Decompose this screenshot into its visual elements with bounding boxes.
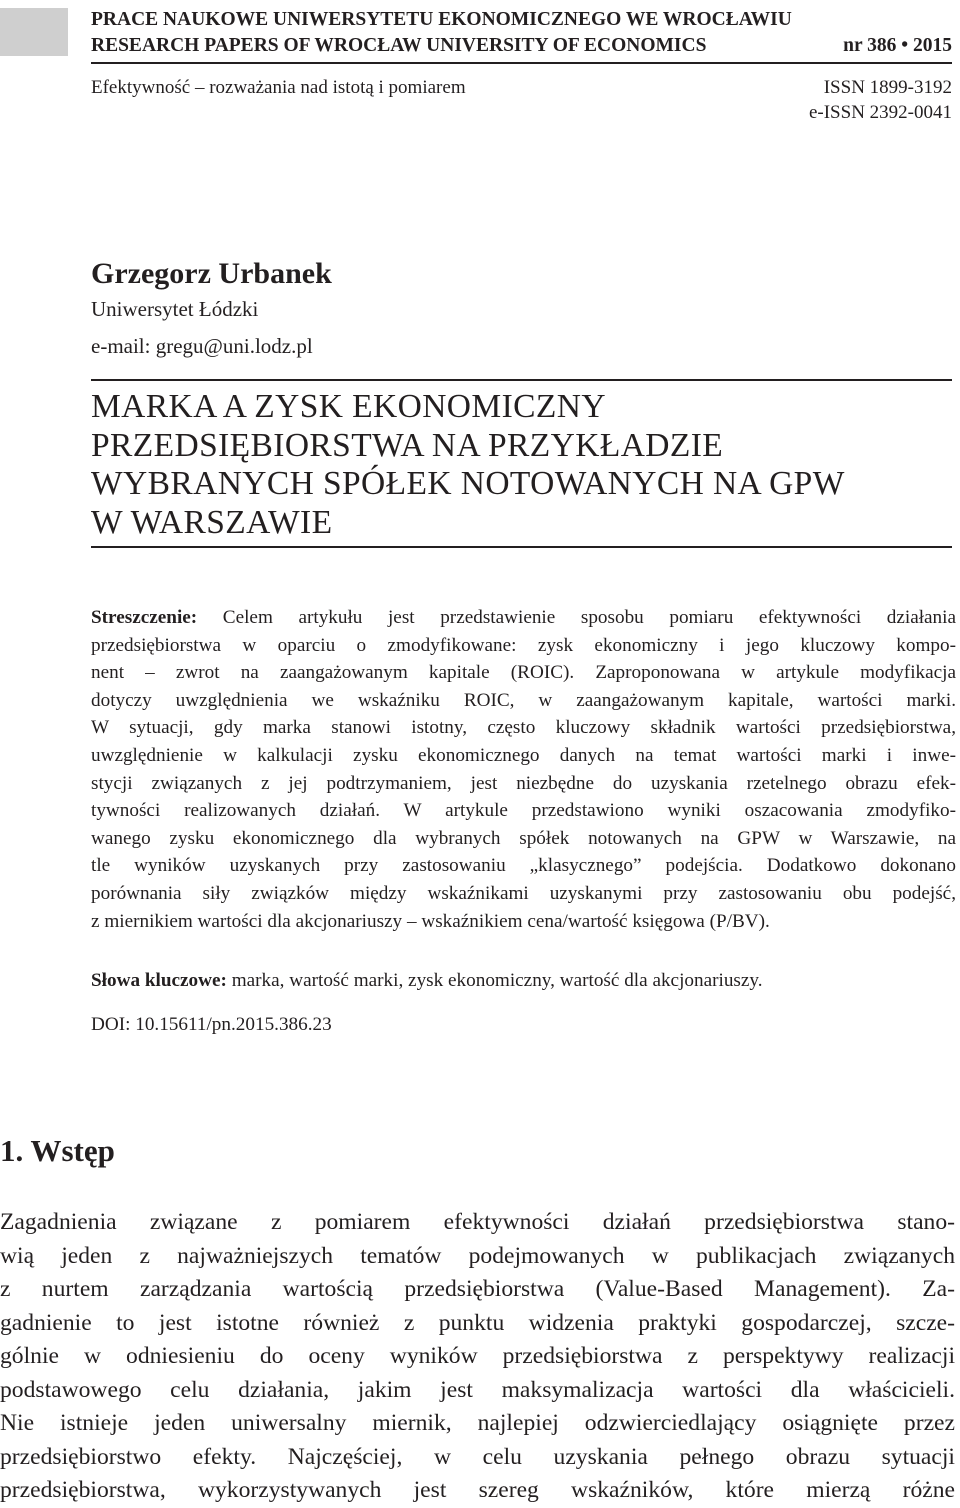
body-line: wią jeden z najważniejszych tematów podejmowanych w publikacjach związanych — [0, 1242, 955, 1269]
abstract-line: wanego zysku ekonomicznego dla wybranych spółek notowanych na GPW w Warszawie, na — [91, 827, 956, 849]
abstract-line: stycji związanych z jej podtrzymaniem, jest niezbędne do uzyskania rzetelnego obrazu efek- — [91, 772, 956, 794]
series-title-pl: PRACE NAUKOWE UNIWERSYTETU EKONOMICZNEGO WE WROCŁAWIU — [91, 9, 792, 30]
abstract-line: tle wyników uzyskanych przy zastosowaniu „klasycznego” podejścia. Dodatkowo dokonano — [91, 855, 956, 877]
abstract-line: dotyczy uwzględnienia we wskaźniku ROIC, w zaangażowanym kapitale, wartości marki. — [91, 689, 956, 711]
volume-title: Efektywność – rozważania nad istotą i pomiarem — [91, 77, 466, 98]
doi: DOI: 10.15611/pn.2015.386.23 — [91, 1014, 332, 1035]
title-rule-bottom — [91, 546, 952, 548]
abstract-label: Streszczenie: — [91, 607, 198, 628]
keywords — [91, 967, 763, 994]
title-line: MARKA A ZYSK EKONOMICZNY — [91, 388, 606, 425]
abstract-line: przedsiębiorstwa w oparciu o zmodyfikowane: zysk ekonomiczny i jego kluczowy kompo- — [91, 634, 956, 656]
body-line: gólnie w odniesieniu do oceny wyników przedsiębiorstwa z perspektywy realizacji — [0, 1343, 955, 1369]
abstract-line: tywności realizowanych działań. W artykule przedstawiono wyniki oszacowania zmodyfiko- — [91, 800, 956, 822]
abstract-line — [91, 604, 956, 632]
header-rule — [91, 62, 952, 64]
author-email: e-mail: gregu@uni.lodz.pl — [91, 334, 313, 358]
author-name: Grzegorz Urbanek — [91, 257, 332, 290]
author-affiliation: Uniwersytet Łódzki — [91, 297, 259, 321]
body-text — [0, 1206, 955, 1508]
abstract — [91, 604, 956, 935]
article-title — [91, 388, 845, 542]
issn: ISSN 1899-3192 — [823, 77, 952, 98]
body-line: przedsiębiorstwo efekty. Najczęściej, w celu uzyskania pełnego obrazu sytuacji — [0, 1443, 955, 1470]
abstract-line: z miernikiem wartości dla akcjonariuszy – wskaźnikiem cena/wartość księgowa (P/BV). — [91, 910, 770, 932]
body-line: z nurtem zarządzania wartością przedsiębiorstwa (Value-Based Management). Za- — [0, 1276, 955, 1302]
title-rule-top — [91, 379, 952, 381]
body-line: podstawowego celu działania, jakim jest maksymalizacja wartości dla właścicieli. — [0, 1376, 955, 1403]
issue-number: nr 386 • 2015 — [843, 35, 952, 56]
keywords-label: Słowa kluczowe: — [91, 970, 227, 991]
section-heading: 1. Wstęp — [0, 1133, 115, 1168]
body-line: przedsiębiorstwa, wykorzystywanych jest szereg wskaźników, które mierzą różne — [0, 1477, 955, 1503]
abstract-line: uwzględnienie w kalkulacji zysku ekonomicznego danych na temat wartości marki i inwe- — [91, 744, 956, 766]
abstract-line: porównania siły związków między wskaźnikami uzyskanymi przy zastosowaniu obu podejść, — [91, 882, 956, 904]
abstract-first-line: Celem artykułu jest przedstawienie sposobu pomiaru efektywności działania — [222, 607, 957, 628]
body-line: Zagadnienia związane z pomiarem efektywności działań przedsiębiorstwa stano- — [0, 1209, 955, 1235]
title-line: WYBRANYCH SPÓŁEK NOTOWANYCH NA GPW — [91, 465, 845, 502]
body-line: Nie istnieje jeden uniwersalny miernik, najlepiej odzwierciedlający osiągnięte przez — [0, 1410, 955, 1436]
abstract-line: nent – zwrot na zaangażowanym kapitale (ROIC). Zaproponowana w artykule modyfikacja — [91, 662, 956, 684]
title-line: W WARSZAWIE — [91, 503, 333, 541]
series-title-en — [91, 34, 952, 58]
title-line: PRZEDSIĘBIORSTWA NA PRZYKŁADZIE — [91, 426, 724, 464]
keywords-text: marka, wartość marki, zysk ekonomiczny, wartość dla akcjonariuszy. — [231, 970, 763, 991]
header-grey-box — [0, 8, 68, 56]
series-title-en-text: RESEARCH PAPERS OF WROCŁAW UNIVERSITY OF ECONOMICS — [91, 35, 707, 56]
body-line: gadnienie to jest istotne również z punktu widzenia praktyki gospodarczej, szcze- — [0, 1309, 955, 1336]
eissn: e-ISSN 2392-0041 — [808, 102, 952, 123]
abstract-line: W sytuacji, gdy marka stanowi istotny, często kluczowy składnik wartości przedsiębiorstwa, — [91, 717, 956, 739]
